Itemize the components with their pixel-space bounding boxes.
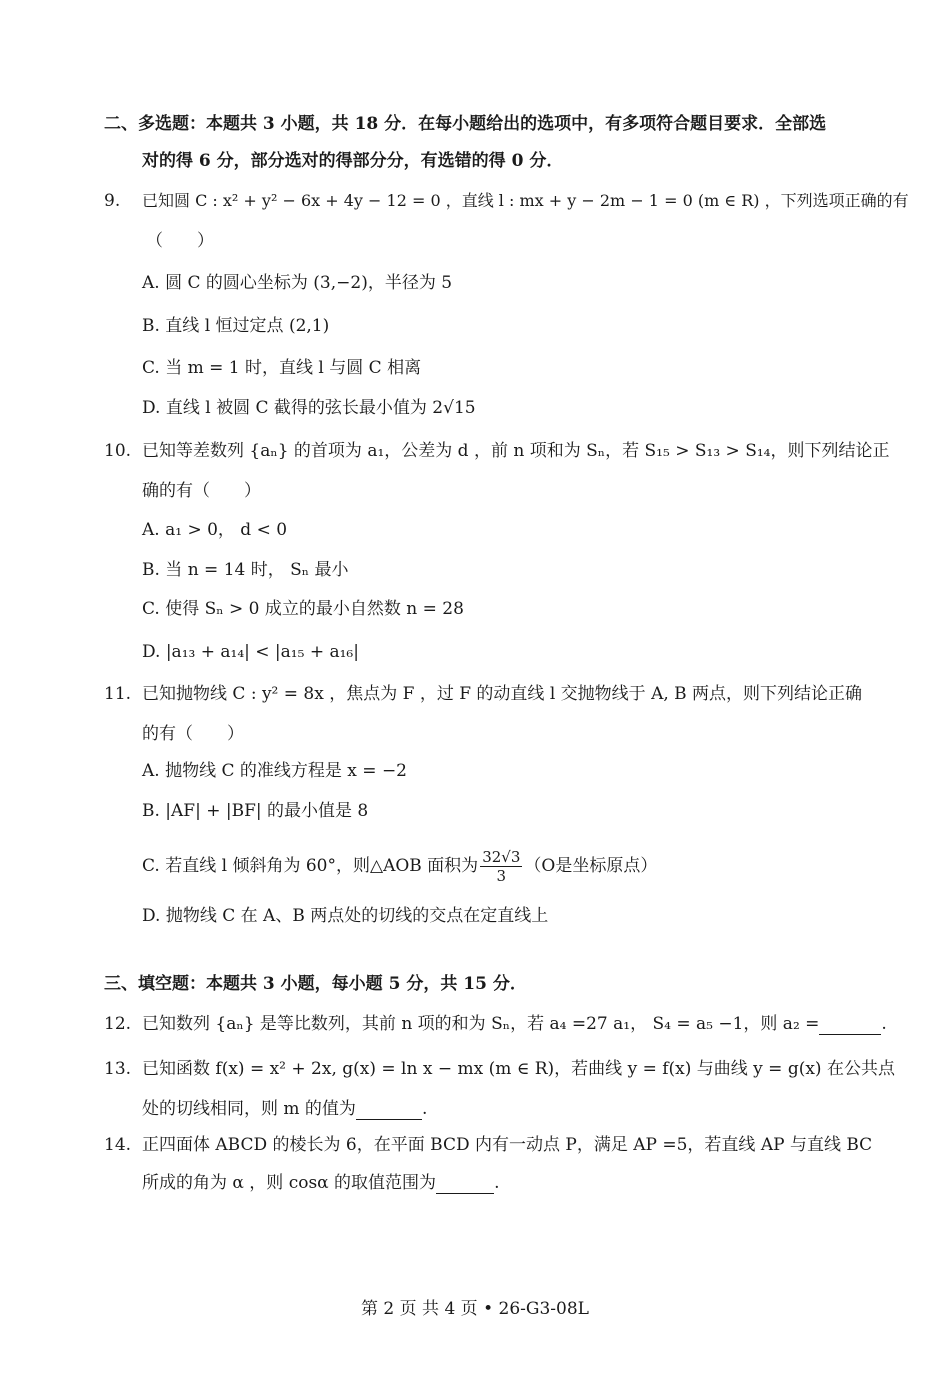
- q11-fraction-numerator: 32√3: [482, 847, 521, 866]
- q13-number: 13.: [104, 1059, 132, 1079]
- q13-stem-cont: 处的切线相同，则 m 的值为: [142, 1099, 356, 1119]
- q10-option-a: A. a₁ > 0， d < 0: [142, 520, 288, 540]
- section2-heading-cont: 对的得 6 分，部分选对的得部分分，有选错的得 0 分．: [142, 151, 564, 171]
- q9-stem: 已知圆 C : x² + y² − 6x + 4y − 12 = 0 ，直线 l : mx + y − 2m − 1 = 0 (m ∈ R) ，下列选项正确的有: [142, 191, 909, 210]
- q9-option-a: A. 圆 C 的圆心坐标为 (3,−2)，半径为 5: [142, 273, 453, 293]
- q9-option-b: B. 直线 l 恒过定点 (2,1): [142, 316, 330, 336]
- section3-heading: 三、填空题：本题共 3 小题，每小题 5 分，共 15 分．: [104, 974, 527, 994]
- section2-heading: 二、多选题：本题共 3 小题，共 18 分．在每小题给出的选项中，有多项符合题目要求．全部选: [104, 114, 827, 134]
- q10-option-b: B. 当 n = 14 时， Sₙ 最小: [142, 560, 349, 580]
- q14-number: 14.: [104, 1135, 132, 1155]
- q11-option-a: A. 抛物线 C 的准线方程是 x = −2: [142, 761, 408, 781]
- q13-stem: 已知函数 f(x) = x² + 2x, g(x) = ln x − mx (m ∈ R)，若曲线 y = f(x) 与曲线 y = g(x) 在公共点: [142, 1059, 895, 1079]
- q11-fraction-denominator: 3: [496, 866, 507, 885]
- q9-option-c: C. 当 m = 1 时，直线 l 与圆 C 相离: [142, 358, 422, 378]
- q13-period: .: [421, 1099, 428, 1119]
- q9-paren: （ ）: [146, 231, 214, 251]
- q11-stem: 已知抛物线 C : y² = 8x ，焦点为 F ，过 F 的动直线 l 交抛物线于 A, B 两点，则下列结论正确: [142, 684, 863, 704]
- q12-number: 12.: [104, 1014, 132, 1034]
- q14-period: .: [494, 1173, 500, 1193]
- q13-answer-blank[interactable]: [356, 1101, 422, 1120]
- q10-stem: 已知等差数列 {aₙ} 的首项为 a₁，公差为 d ，前 n 项和为 Sₙ，若 S₁₅ > S₁₃ > S₁₄，则下列结论正: [142, 441, 890, 461]
- q11-option-c: [142, 846, 657, 886]
- q11-stem-cont: 的有（ ）: [142, 724, 244, 744]
- q11-option-c-fraction: [480, 848, 522, 885]
- q11-option-c-text: C. 若直线 l 倾斜角为 60°，则△AOB 面积为: [142, 856, 479, 876]
- q14-answer-blank[interactable]: [436, 1175, 494, 1194]
- q10-option-d: D. |a₁₃ + a₁₄| < |a₁₅ + a₁₆|: [142, 642, 359, 662]
- q11-option-b: B. |AF| + |BF| 的最小值是 8: [142, 801, 369, 821]
- q12-stem-line: [142, 1013, 887, 1035]
- q9-number: 9.: [104, 191, 121, 211]
- page-footer: 第 2 页 共 4 页 • 26-G3-08L: [361, 1299, 589, 1319]
- q13-stem-cont-line: [142, 1098, 427, 1120]
- q11-option-d: D. 抛物线 C 在 A、B 两点处的切线的交点在定直线上: [142, 906, 549, 926]
- q12-stem: 已知数列 {aₙ} 是等比数列，其前 n 项的和为 Sₙ，若 a₄ =27 a₁， S₄ = a₅ −1，则 a₂ =: [142, 1014, 820, 1034]
- q10-stem-cont: 确的有（ ）: [142, 481, 261, 501]
- q10-option-c: C. 使得 Sₙ > 0 成立的最小自然数 n = 28: [142, 599, 464, 619]
- q11-option-c-note: （O是坐标原点）: [524, 856, 658, 876]
- q11-number: 11.: [104, 684, 132, 704]
- q14-stem-cont: 所成的角为 α ，则 cosα 的取值范围为: [142, 1173, 437, 1193]
- q10-number: 10.: [104, 441, 132, 461]
- q12-answer-blank[interactable]: [819, 1016, 881, 1035]
- q14-stem: 正四面体 ABCD 的棱长为 6，在平面 BCD 内有一动点 P，满足 AP =5，若直线 AP 与直线 BC: [142, 1135, 873, 1155]
- q14-stem-cont-line: [142, 1172, 499, 1194]
- q9-option-d: D. 直线 l 被圆 C 截得的弦长最小值为 2√15: [142, 398, 476, 418]
- q12-period: .: [881, 1014, 887, 1034]
